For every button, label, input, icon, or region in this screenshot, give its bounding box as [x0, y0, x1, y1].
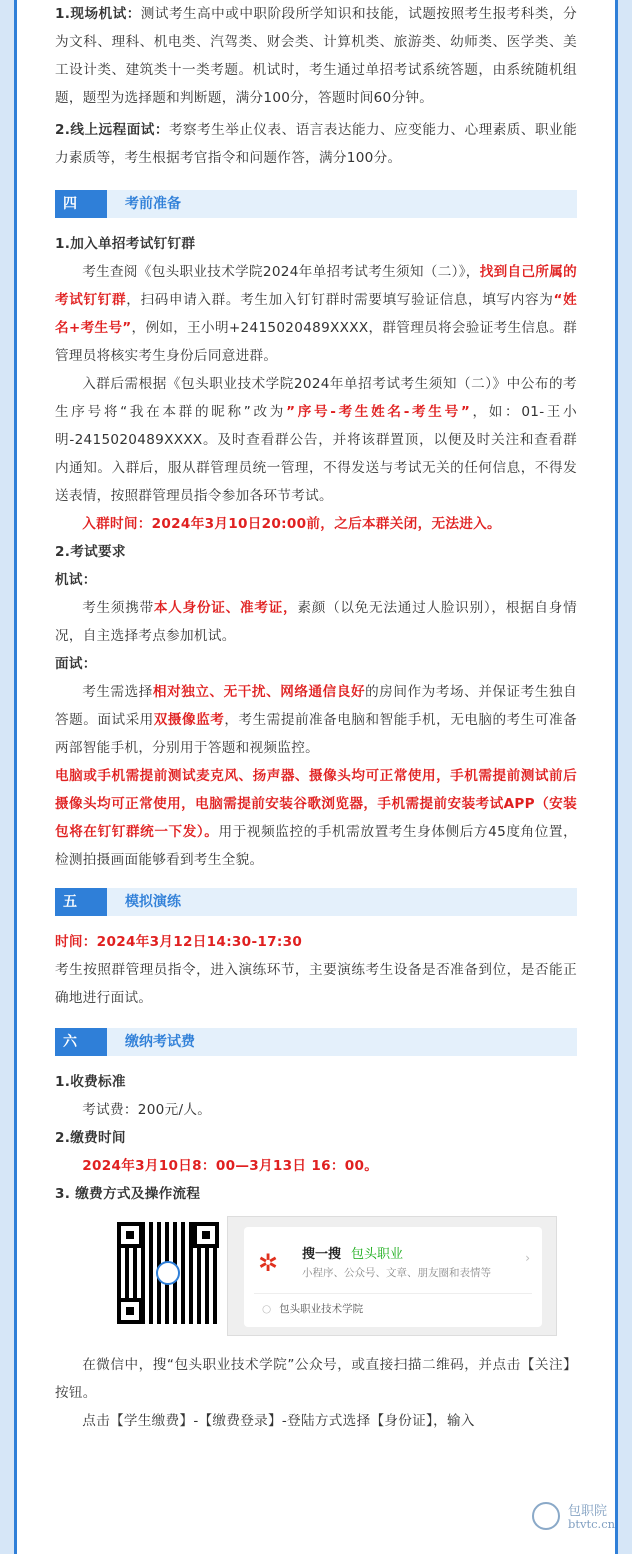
- highlight-span: 相对独立、无干扰、网络通信良好: [152, 684, 366, 700]
- payment-guide-images: [55, 1216, 577, 1341]
- suggestion-text: 包头职业技术学院: [279, 1303, 364, 1315]
- exam-item-2: [55, 116, 577, 172]
- sec6-subheading-2: 2.缴费时间: [55, 1130, 126, 1146]
- interview-paragraph: [55, 678, 577, 762]
- search-label: 搜一搜: [302, 1247, 342, 1262]
- school-logo-icon: [156, 1261, 180, 1285]
- watermark-line-1: 包职院: [568, 1504, 608, 1519]
- text-span: ，如：01-王小明-2415020489XXXX。及时查看群公告，并将该群置顶，以便及时关注和查看群内通知。入群后，服从群管理员统一管理，不得发送与考试无关的任何信息，不得发送表情，按照群管理员指令参加各环节考试。: [55, 404, 577, 504]
- qr-code-image: [117, 1222, 219, 1324]
- wechat-search-screenshot: [227, 1216, 557, 1336]
- search-line: [302, 1243, 403, 1262]
- text-span: 考生需选择: [82, 684, 153, 700]
- exam-item-2-label: 2.线上远程面试：: [55, 122, 169, 138]
- sec6-subheading-3: 3. 缴费方式及操作流程: [55, 1186, 201, 1202]
- section-header-6: [55, 1028, 577, 1056]
- qr-finder-icon: [117, 1222, 143, 1248]
- highlight-span: 找到自己所属的考试钉钉群: [55, 264, 577, 308]
- wechat-search-card: [244, 1227, 542, 1327]
- magnifier-icon: ○: [262, 1303, 272, 1315]
- rehearsal-paragraph: 考生按照群管理员指令，进入演练环节，主要演练考生设备是否准备到位，是否能正确地进行面试。: [55, 962, 577, 1006]
- search-hint: 小程序、公众号、文章、朋友圈和表情等: [302, 1267, 491, 1279]
- exam-item-1-text: 测试考生高中或中职阶段所学知识和技能，试题按照考生报考科类，分为文科、理科、机电类、汽驾类、财会类、计算机类、旅游类、幼师类、医学类、美工设计类、建筑类十一类考题。机试时，考生通过单招考试系统答题，由系统随机组题，题型为选择题和判断题，满分100分，答题时间60分钟。: [55, 6, 577, 106]
- text-span: 素颜（以免无法通过人脸识别），根据自身情况，自主选择考点参加机试。: [55, 600, 578, 644]
- payment-time: 2024年3月10日8：00—3月13日 16：00。: [82, 1158, 379, 1174]
- text-span: ，例如，王小明+2415020489XXXX，群管理员将会验证考生信息。群管理员将核实考生身份后同意进群。: [55, 320, 578, 364]
- interview-label: 面试：: [55, 656, 97, 672]
- divider: [254, 1293, 532, 1294]
- highlight-span: 电脑或手机需提前测试麦克风、扬声器、摄像头均可正常使用，手机需提前测试前后摄像头均可正常使用，电脑需提前安装谷歌浏览器，手机需提前安装考试APP（安装包将在钉钉群统一下发）。: [55, 768, 577, 840]
- rehearsal-time: 时间：2024年3月12日14:30-17:30: [55, 934, 303, 950]
- watermark-line-2: btvtc.cn: [568, 1517, 616, 1531]
- exam-item-1-label: 1.现场机试：: [55, 6, 141, 22]
- text-span: 入群后需根据《包头职业技术学院2024年单招考试考生须知（二）》中公布的考生序号将“我在本群的昵称”改为: [55, 376, 577, 420]
- section-number: 五: [55, 888, 107, 916]
- wechat-search-icon: ✲: [258, 1249, 279, 1277]
- highlight-span: 双摄像监考: [153, 712, 225, 728]
- section-title: 缴纳考试费: [125, 1034, 195, 1050]
- highlight-span: “姓名+考生号”: [55, 292, 577, 336]
- exam-item-1: [55, 0, 577, 112]
- site-watermark: [530, 1500, 630, 1534]
- section-title: 考前准备: [125, 196, 181, 212]
- sec6-subheading-1: 1.收费标准: [55, 1074, 126, 1090]
- text-span: 用于视频监控的手机需放置考生身体侧后方45度角位置，检测拍摄画面能够看到考生全貌。: [55, 824, 577, 868]
- text-span: 考生查阅《包头职业技术学院2024年单招考试考生须知（二）》，: [82, 264, 480, 280]
- article-content: [55, 0, 577, 1435]
- sec4-paragraph-2: [55, 370, 577, 510]
- payment-step-2: 点击【学生缴费】-【缴费登录】-登陆方式选择【身份证】，输入: [82, 1413, 475, 1429]
- text-span: ，扫码申请入群。考生加入钉钉群时需要填写验证信息，填写内容为: [126, 292, 554, 308]
- payment-step-1: 在微信中，搜“包头职业技术学院”公众号，或直接扫描二维码，并点击【关注】按钮。: [55, 1357, 577, 1401]
- section-title: 模拟演练: [125, 894, 181, 910]
- device-requirements-paragraph: [55, 762, 577, 874]
- school-seal-icon: [532, 1502, 560, 1530]
- section-number: 六: [55, 1028, 107, 1056]
- highlight-span: 本人身份证、准考证，: [153, 600, 298, 616]
- machine-exam-paragraph: [55, 594, 577, 650]
- sec4-paragraph-1: [55, 258, 577, 370]
- section-number: 四: [55, 190, 107, 218]
- sec4-subheading-2: 2.考试要求: [55, 544, 126, 560]
- text-span: 考生须携带: [82, 600, 154, 616]
- qr-finder-icon: [117, 1298, 143, 1324]
- sec4-subheading-1: 1.加入单招考试钉钉群: [55, 236, 196, 252]
- qr-finder-icon: [193, 1222, 219, 1248]
- chevron-right-icon: ›: [525, 1251, 530, 1265]
- fee-amount: 考试费：200元/人。: [82, 1102, 212, 1118]
- section-header-4: [55, 190, 577, 218]
- search-suggestion: [262, 1301, 363, 1316]
- search-term: 包头职业: [351, 1247, 404, 1262]
- exam-item-2-text: 考察考生举止仪表、语言表达能力、应变能力、心理素质、职业能力素质等，考生根据考官指令和问题作答，满分100分。: [55, 122, 577, 166]
- text-span: 的房间作为考场、并保证考生独自答题。面试采用: [55, 684, 578, 728]
- text-span: ，考生需提前准备电脑和智能手机，无电脑的考生可准备两部智能手机，分别用于答题和视频监控。: [55, 712, 577, 756]
- group-deadline: 入群时间：2024年3月10日20:00前，之后本群关闭，无法进入。: [82, 516, 501, 532]
- section-header-5: [55, 888, 577, 916]
- highlight-span: ”序号-考生姓名-考生号”: [286, 404, 471, 420]
- machine-exam-label: 机试：: [55, 572, 97, 588]
